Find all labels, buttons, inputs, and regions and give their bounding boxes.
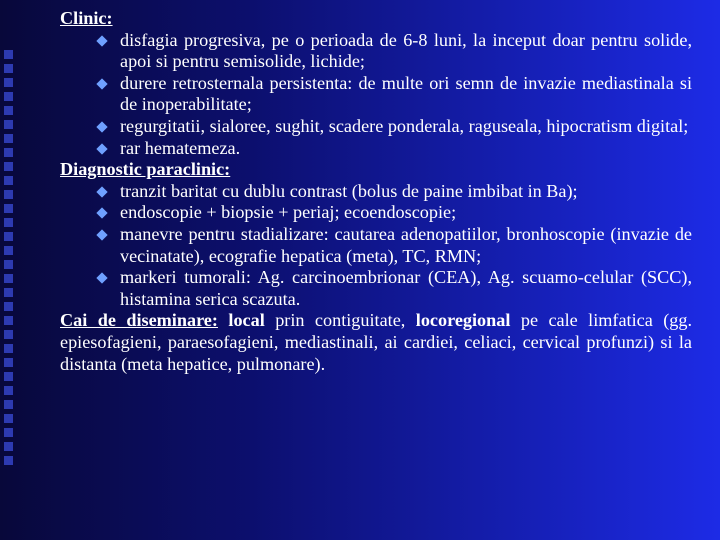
list-item-text: manevre pentru stadializare: cautarea adenopatiilor, bronhoscopie (invazie de vecinatate), ecografie hepatica (meta), TC, RMN; [120, 223, 692, 266]
diamond-bullet-icon [96, 121, 107, 132]
list-item-text: disfagia progresiva, pe o perioada de 6-8 luni, la inceput doar pentru solide, apoi si pentru semisolide, lichide; [120, 29, 692, 72]
list-item [60, 267, 692, 310]
list-item-text: endoscopie + biopsie + periaj; ecoendoscopie; [120, 202, 457, 223]
diamond-bullet-icon [96, 78, 107, 89]
left-decorative-strip [4, 50, 16, 490]
list-item [60, 73, 692, 116]
slide-content [60, 8, 692, 375]
list-item-text: rar hematemeza. [120, 137, 241, 158]
dissemination-locoregional: locoregional [415, 310, 511, 331]
diamond-bullet-icon [96, 229, 107, 240]
list-item [60, 30, 692, 73]
diagnostic-list [60, 181, 692, 311]
dissemination-label: Cai de diseminare: [60, 310, 218, 331]
list-item [60, 202, 692, 224]
dissemination-text-2: pe cale limfatica (gg. epiesofagieni, paraesofagieni, mediastinali, ai cardiei, celiaci, cervical profunzi) si la distanta (meta hepatice, pulmonare). [60, 310, 693, 374]
dissemination-local: local [228, 310, 265, 331]
clinic-list [60, 30, 692, 160]
list-item [60, 138, 692, 160]
list-item-text: markeri tumorali: Ag. carcinoembrionar (CEA), Ag. scuamo-celular (SCC), histamina serica scazuta. [120, 267, 692, 309]
list-item [60, 116, 692, 138]
list-item [60, 181, 692, 203]
diamond-bullet-icon [96, 143, 107, 154]
diamond-bullet-icon [96, 35, 107, 46]
diamond-bullet-icon [96, 186, 107, 197]
diagnostic-heading: Diagnostic paraclinic: [60, 159, 231, 180]
list-item-text: tranzit baritat cu dublu contrast (bolus de paine imbibat in Ba); [120, 180, 578, 201]
clinic-heading: Clinic: [60, 8, 113, 28]
dissemination-paragraph [60, 310, 692, 375]
diamond-bullet-icon [96, 272, 107, 283]
dissemination-text-1: prin contiguitate, [264, 310, 416, 331]
diamond-bullet-icon [96, 208, 107, 219]
list-item-text: regurgitatii, sialoree, sughit, scadere ponderala, raguseala, hipocratism digital; [120, 115, 689, 136]
list-item-text: durere retrosternala persistenta: de multe ori semn de invazie mediastinala si de inoperabilitate; [120, 72, 692, 115]
list-item [60, 224, 692, 267]
